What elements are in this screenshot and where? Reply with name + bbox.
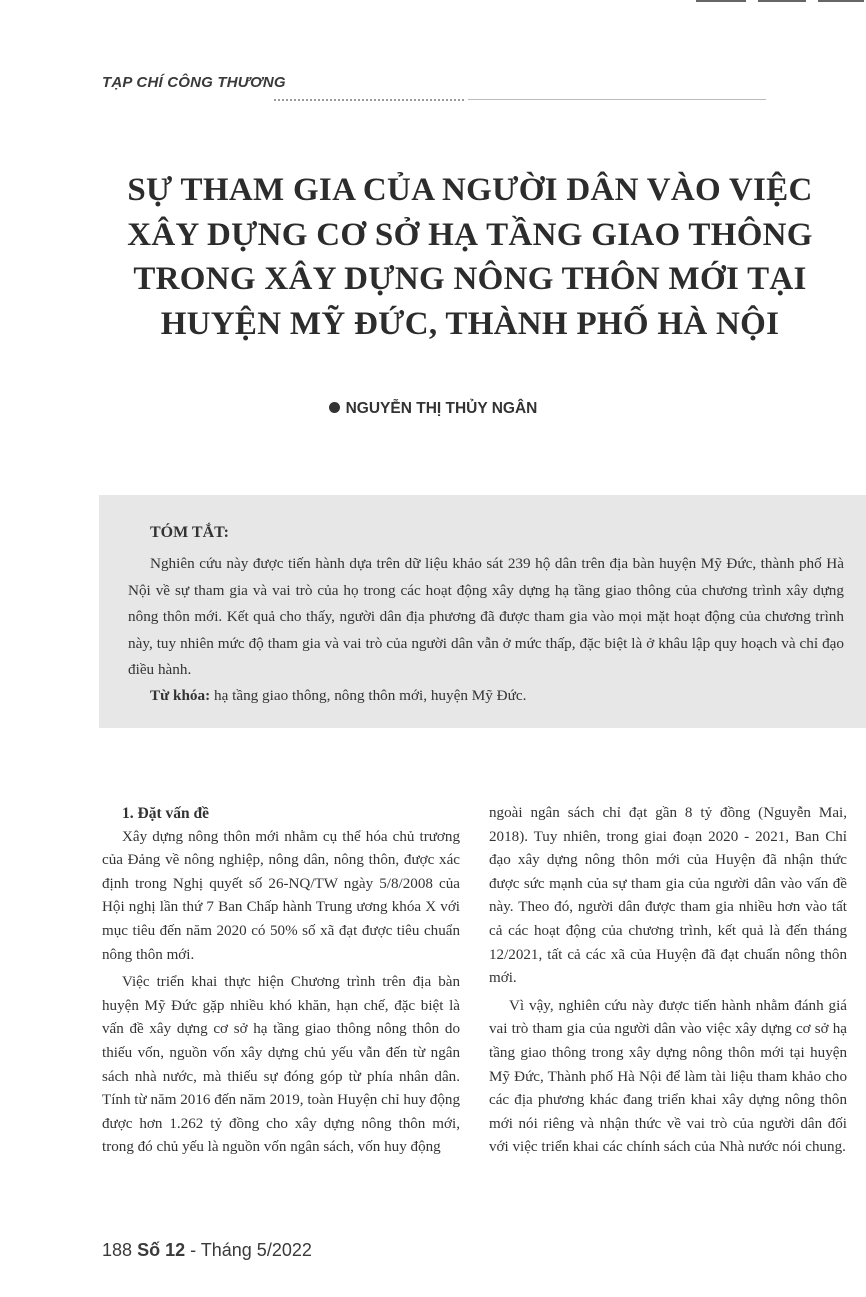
- paragraph: Xây dựng nông thôn mới nhằm cụ thể hóa chủ trương của Đảng về nông nghiệp, nông dân, nông thôn, được xác định trong Nghị quyết số 26-NQ/TW ngày 5/8/2008 của Hội nghị lần thứ 7 Ban Chấp hành Trung ương khóa X với mục tiêu đến năm 2020 có 50% số xã đạt được tiêu chuẩn nông thôn mới.: [102, 828, 460, 963]
- page-footer: [102, 1240, 312, 1261]
- section-heading: 1. Đặt vấn đề: [122, 805, 209, 822]
- abstract-body: Nghiên cứu này được tiến hành dựa trên dữ liệu khảo sát 239 hộ dân trên địa bàn huyện Mỹ Đức, thành phố Hà Nội về sự tham gia và vai trò của họ trong các hoạt động xây dựng hạ tầng giao thông của chương trình xây dựng nông thôn mới. Kết quả cho thấy, người dân địa phương đã được tham gia vào mọi mặt hoạt động của chương trình này, tuy nhiên mức độ tham gia và vai trò của người dân vẫn ở mức thấp, đặc biệt là ở khâu lập quy hoạch và chỉ đạo điều hành.: [128, 555, 844, 678]
- issue-label: Số 12: [137, 1240, 186, 1260]
- body-column-right: [489, 802, 847, 1160]
- page-number: 188: [102, 1240, 133, 1260]
- paragraph: ngoài ngân sách chỉ đạt gần 8 tỷ đồng (Nguyễn Mai, 2018). Tuy nhiên, trong giai đoạn 2020 - 2021, Ban Chỉ đạo xây dựng nông thôn mới của Huyện đã nhận thức được sức mạnh của sự tham gia của người dân vào vấn đề này. Theo đó, người dân được tham gia nhiều hơn vào tất cả các hoạt động của chương trình, kết quả là đến tháng 12/2021, tất cả các xã của Huyện đã đạt chuẩn nông thôn mới.: [489, 805, 847, 987]
- title-line: SỰ THAM GIA CỦA NGƯỜI DÂN VÀO VIỆC: [127, 172, 813, 208]
- keywords-text: hạ tầng giao thông, nông thôn mới, huyện Mỹ Đức.: [210, 687, 527, 704]
- journal-name: TẠP CHÍ CÔNG THƯƠNG: [102, 74, 286, 91]
- keywords: [150, 683, 840, 709]
- paragraph: Việc triển khai thực hiện Chương trình trên địa bàn huyện Mỹ Đức gặp nhiều khó khăn, hạn chế, đặc biệt là vấn đề xây dựng cơ sở hạ tầng giao thông nông thôn do thiếu vốn, nguồn vốn xây dựng chủ yếu vẫn đến từ ngân sách nhà nước, mà thiếu sự đóng góp từ phía nhân dân. Tính từ năm 2016 đến năm 2019, toàn Huyện chỉ huy động được hơn 1.262 tỷ đồng cho xây dựng nông thôn mới, trong đó chủ yếu là nguồn vốn ngân sách, vốn huy động: [102, 974, 460, 1156]
- article-title: [100, 168, 840, 346]
- header-rule: [468, 99, 766, 100]
- author-line: [0, 400, 866, 418]
- body-column-left: [102, 802, 460, 1160]
- issue-date: - Tháng 5/2022: [185, 1240, 312, 1260]
- title-line: HUYỆN MỸ ĐỨC, THÀNH PHỐ HÀ NỘI: [160, 305, 780, 342]
- header-dotted-rule: [274, 99, 464, 101]
- paragraph: Vì vậy, nghiên cứu này được tiến hành nhằm đánh giá vai trò tham gia của người dân vào việc xây dựng cơ sở hạ tầng giao thông trong xây dựng nông thôn mới tại huyện Mỹ Đức, Thành phố Hà Nội để làm tài liệu tham khảo cho các địa phương khác đang triển khai xây dựng nông thôn mới nói riêng và nhận thức về vai trò của người dân đối với việc triển khai các chính sách của Nhà nước nói chung.: [489, 997, 847, 1156]
- title-line: XÂY DỰNG CƠ SỞ HẠ TẦNG GIAO THÔNG: [127, 216, 813, 253]
- keywords-label: Từ khóa:: [150, 687, 211, 704]
- title-line: TRONG XÂY DỰNG NÔNG THÔN MỚI TẠI: [133, 261, 807, 297]
- abstract-heading: TÓM TẮT:: [150, 524, 229, 541]
- top-crop-marks: [696, 0, 866, 3]
- bullet-icon: [329, 402, 340, 413]
- author-name: NGUYỄN THỊ THỦY NGÂN: [345, 400, 538, 417]
